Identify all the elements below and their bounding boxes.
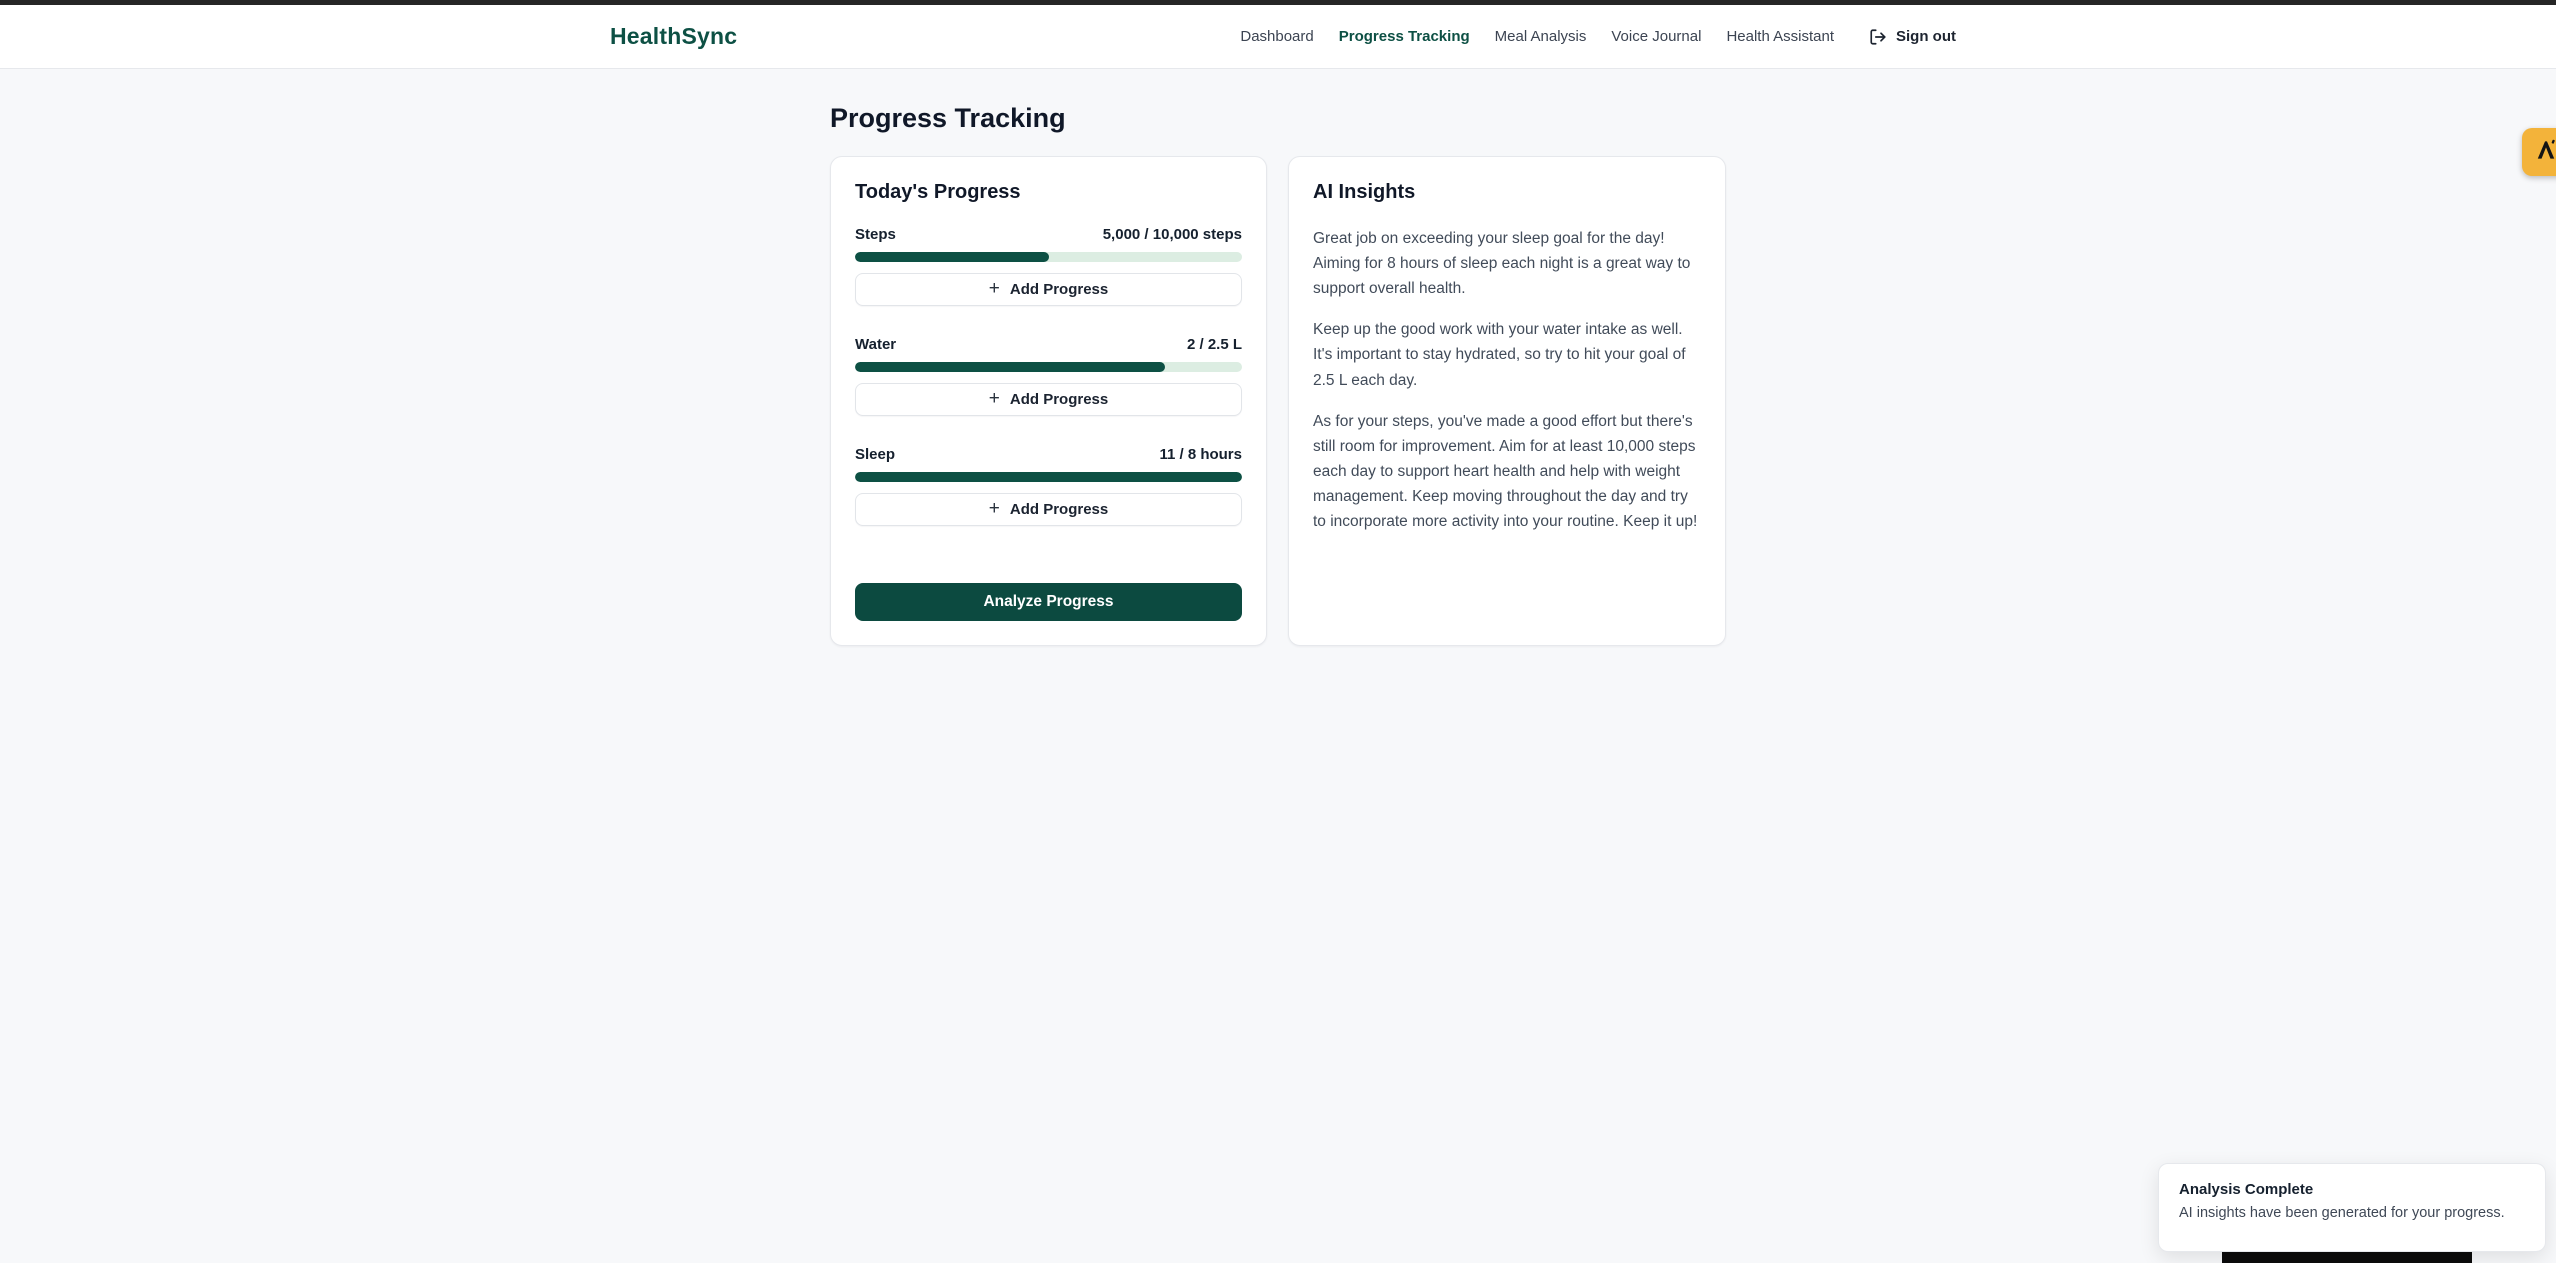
metric-steps xyxy=(855,226,1242,306)
sleep-value: 11 / 8 hours xyxy=(1159,446,1242,463)
plus-icon: + xyxy=(988,498,1000,519)
lambda-logo-icon xyxy=(2533,137,2556,168)
sign-out-button[interactable] xyxy=(1869,28,1956,46)
sign-out-label: Sign out xyxy=(1896,28,1956,45)
metric-water xyxy=(855,336,1242,416)
steps-value: 5,000 / 10,000 steps xyxy=(1102,226,1242,243)
sleep-progress-bar xyxy=(855,472,1242,482)
steps-progress-bar xyxy=(855,252,1242,262)
floating-brand-badge[interactable] xyxy=(2522,128,2556,176)
sleep-label: Sleep xyxy=(855,446,896,463)
nav-progress-tracking[interactable]: Progress Tracking xyxy=(1338,28,1470,45)
toast-body: AI insights have been generated for your progress. xyxy=(2179,1205,2505,1221)
progress-card-title: Today's Progress xyxy=(855,181,1021,203)
nav-health-assistant[interactable]: Health Assistant xyxy=(1726,28,1834,45)
insights-card-title: AI Insights xyxy=(1313,181,1416,203)
page-title: Progress Tracking xyxy=(830,103,1066,133)
water-progress-bar xyxy=(855,362,1242,372)
nav-meal-analysis[interactable]: Meal Analysis xyxy=(1494,28,1587,45)
water-progress-fill xyxy=(855,362,1165,372)
todays-progress-card xyxy=(830,156,1267,646)
add-progress-button-sleep[interactable] xyxy=(855,493,1242,526)
nav-voice-journal[interactable]: Voice Journal xyxy=(1611,28,1702,45)
app-header xyxy=(0,5,2556,69)
add-progress-button-water[interactable] xyxy=(855,383,1242,416)
add-progress-label: Add Progress xyxy=(1009,501,1109,518)
add-progress-label: Add Progress xyxy=(1009,281,1109,298)
logout-icon xyxy=(1869,28,1887,46)
main-nav xyxy=(1240,28,1956,46)
page-content xyxy=(830,0,1726,646)
toast-notification xyxy=(2158,1163,2546,1252)
window-top-edge xyxy=(0,0,2556,5)
water-label: Water xyxy=(855,336,897,353)
add-progress-label: Add Progress xyxy=(1009,391,1109,408)
analyze-progress-button[interactable]: Analyze Progress xyxy=(855,583,1242,621)
app-logo[interactable]: HealthSync xyxy=(610,23,738,49)
ai-insights-card xyxy=(1288,156,1726,646)
insight-paragraph-water: Keep up the good work with your water intake as well. It's important to stay hydrated, so try to hit your goal of 2.5 L each day. xyxy=(1313,321,1686,389)
nav-dashboard[interactable]: Dashboard xyxy=(1240,28,1314,45)
steps-label: Steps xyxy=(855,226,896,243)
plus-icon: + xyxy=(988,278,1000,299)
sleep-progress-fill xyxy=(855,472,1242,482)
toast-title: Analysis Complete xyxy=(2179,1181,2314,1198)
plus-icon: + xyxy=(988,388,1000,409)
metric-sleep xyxy=(855,446,1242,526)
steps-progress-fill xyxy=(855,252,1049,262)
water-value: 2 / 2.5 L xyxy=(1186,336,1242,353)
add-progress-button-steps[interactable] xyxy=(855,273,1242,306)
insight-paragraph-sleep: Great job on exceeding your sleep goal for the day! Aiming for 8 hours of sleep each night is a great way to support overall health. xyxy=(1313,230,1691,298)
insight-paragraph-steps: As for your steps, you've made a good effort but there's still room for improvement. Aim for at least 10,000 steps each day to support heart health and help with weight management. Keep moving throughout the day and try to incorporate more activity into your routine. Keep it up! xyxy=(1313,412,1698,531)
